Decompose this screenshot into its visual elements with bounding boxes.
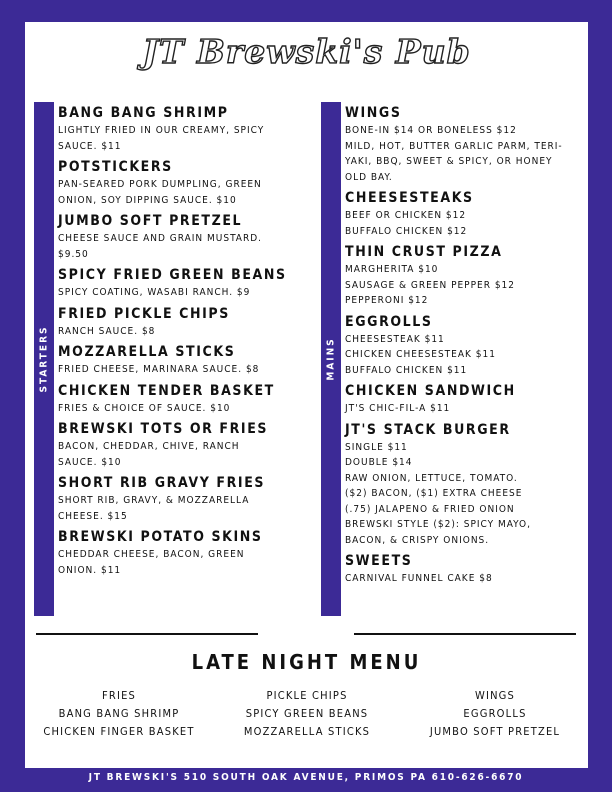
late-night-column — [401, 687, 589, 741]
divider-left — [36, 633, 258, 635]
menu-item-name: WINGS — [345, 105, 402, 121]
menu-item-name: SWEETS — [345, 553, 413, 569]
menu-item-name: POTSTICKERS — [58, 159, 173, 175]
menu-item-name: MOZZARELLA STICKS — [58, 344, 236, 360]
menu-item — [345, 552, 580, 587]
late-night-item: SPICY GREEN BEANS — [245, 707, 369, 720]
menu-page — [25, 22, 588, 768]
starters-column — [58, 104, 293, 582]
mains-column — [345, 104, 580, 591]
menu-item — [58, 158, 293, 208]
menu-item-description: MARGHERITA $10 SAUSAGE & GREEN PEPPER $12 PEPPERONI $12 — [345, 264, 515, 306]
menu-item — [58, 104, 293, 154]
menu-item — [58, 474, 293, 524]
late-night-column — [25, 687, 213, 741]
starters-bar — [34, 102, 54, 616]
starters-label: STARTERS — [38, 325, 50, 393]
menu-item — [58, 266, 293, 301]
menu-item-description: JT'S CHIC-FIL-A $11 — [345, 403, 451, 414]
menu-item-description: CARNIVAL FUNNEL CAKE $8 — [345, 573, 493, 584]
late-night-column — [213, 687, 401, 741]
late-night-item: PICKLE CHIPS — [266, 689, 348, 702]
menu-item-name: JT'S STACK BURGER — [345, 421, 511, 438]
menu-item-name: CHEESESTEAKS — [345, 190, 474, 206]
menu-item — [58, 305, 293, 340]
menu-item-description: CHEESESTEAK $11 CHICKEN CHEESESTEAK $11 BUFFALO CHICKEN $11 — [345, 333, 496, 376]
menu-item — [345, 421, 580, 549]
late-night-item: CHICKEN FINGER BASKET — [43, 725, 195, 738]
late-night-item: MOZZARELLA STICKS — [243, 725, 371, 738]
menu-item-name: THIN CRUST PIZZA — [345, 244, 503, 260]
menu-item-name: SPICY FRIED GREEN BEANS — [58, 267, 287, 283]
mains-label: MAINS — [325, 337, 337, 381]
menu-item — [345, 189, 580, 239]
menu-item — [58, 212, 293, 262]
menu-item-name: CHICKEN TENDER BASKET — [58, 382, 275, 399]
late-night-item: BANG BANG SHRIMP — [58, 707, 180, 720]
menu-item-name: CHICKEN SANDWICH — [345, 383, 516, 399]
pub-logo: JT Brewski's Pub — [142, 32, 471, 71]
divider-right — [354, 633, 576, 635]
menu-item — [58, 420, 293, 470]
menu-item — [345, 104, 580, 185]
menu-item — [345, 382, 580, 417]
late-night-item: FRIES — [101, 689, 137, 702]
menu-item-description: BONE-IN $14 OR BONELESS $12 MILD, HOT, BUTTER GARLIC PARM, TERI- YAKI, BBQ, SWEET & SPICY, OR HONEY OLD BAY. — [345, 125, 563, 183]
menu-item-name: BREWSKI TOTS OR FRIES — [58, 421, 269, 437]
menu-item-description: SHORT RIB, GRAVY, & MOZZARELLA CHEESE. $15 — [58, 495, 250, 522]
menu-item-name: BANG BANG SHRIMP — [58, 105, 229, 121]
menu-item-description: FRIED CHEESE, MARINARA SAUCE. $8 — [58, 364, 260, 375]
late-night-item: JUMBO SOFT PRETZEL — [429, 725, 561, 738]
late-night-item: WINGS — [474, 689, 516, 702]
menu-item-description: FRIES & CHOICE OF SAUCE. $10 — [58, 402, 231, 414]
menu-item-description: BACON, CHEDDAR, CHIVE, RANCH SAUCE. $10 — [58, 441, 240, 468]
menu-item-name: EGGROLLS — [345, 313, 433, 330]
menu-item-name: BREWSKI POTATO SKINS — [58, 529, 263, 545]
menu-item-name: FRIED PICKLE CHIPS — [58, 305, 230, 322]
menu-item-description: CHEDDAR CHEESE, BACON, GREEN ONION. $11 — [58, 549, 245, 576]
menu-item — [345, 243, 580, 309]
menu-item-description: PAN-SEARED PORK DUMPLING, GREEN ONION, SOY DIPPING SAUCE. $10 — [58, 179, 262, 206]
menu-item-description: BEEF OR CHICKEN $12 BUFFALO CHICKEN $12 — [345, 210, 468, 237]
menu-item-description: RANCH SAUCE. $8 — [58, 325, 156, 337]
menu-item-description: CHEESE SAUCE AND GRAIN MUSTARD. $9.50 — [58, 233, 262, 260]
menu-item-name: JUMBO SOFT PRETZEL — [58, 213, 243, 229]
late-night-item: EGGROLLS — [463, 707, 527, 720]
footer-address: JT BREWSKI'S 510 SOUTH OAK AVENUE, PRIMOS PA 610-626-6670 — [88, 772, 524, 783]
menu-item — [58, 528, 293, 578]
menu-item-name: SHORT RIB GRAVY FRIES — [58, 475, 266, 491]
menu-item — [58, 382, 293, 417]
menu-item-description: SINGLE $11 DOUBLE $14 RAW ONION, LETTUCE, TOMATO. ($2) BACON, ($1) EXTRA CHEESE (.75) JALAPENO & FRIED ONION BREWSKI STYLE ($2): SPICY MAYO, BACON, & CRISPY ONIONS. — [345, 441, 531, 546]
late-night-title: LATE NIGHT MENU — [191, 650, 422, 674]
menu-item-description: LIGHTLY FRIED IN OUR CREAMY, SPICY SAUCE. $11 — [58, 125, 265, 152]
mains-bar — [321, 102, 341, 616]
menu-item — [58, 343, 293, 378]
menu-item-description: SPICY COATING, WASABI RANCH. $9 — [58, 287, 251, 298]
menu-item — [345, 313, 580, 379]
